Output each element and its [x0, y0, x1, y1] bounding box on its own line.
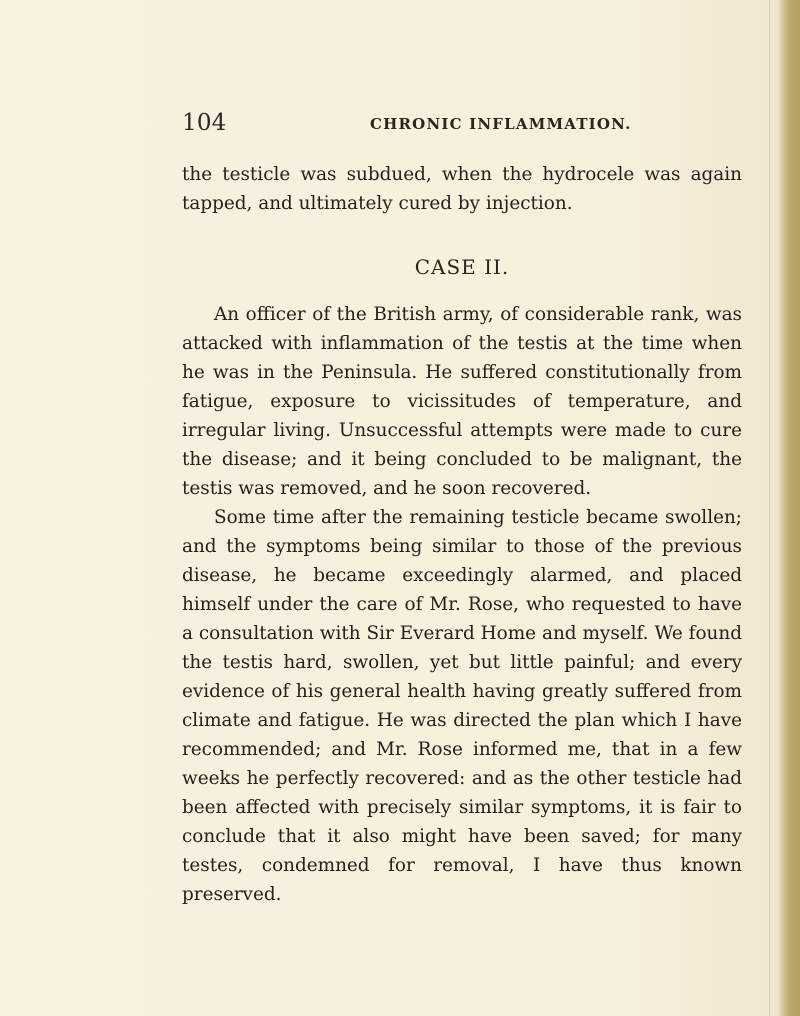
continuation-paragraph: the testicle was subdued, when the hydrocele was again tapped, and ultimately cured by injection. — [182, 164, 742, 214]
paragraph-1: An officer of the British army, of considerable rank, was attacked with inflammation of the testis at the time when he was in the Peninsula. He suffered constitutionally from fatigue, exposure to vicissitudes of temperature, and irregular living. Unsuccessful attempts were made to cure the disease; and it being concluded to be malignant, the testis was removed, and he soon recovered. — [182, 304, 742, 499]
case-heading: CASE II. — [414, 255, 510, 279]
paragraph-2: Some time after the remaining testicle became swollen; and the symptoms being similar to those of the previous disease, he became exceedingly alarmed, and placed himself under the care of Mr. Rose, who requested to have a consultation with Sir Everard Home and myself. We found the testis hard, swollen, yet but little painful; and every evidence of his general health having greatly suffered from climate and fatigue. He was directed the plan which I have recommended; and Mr. Rose informed me, that in a few weeks he perfectly recovered: and as the other testicle had been affected with precisely similar symptoms, it is fair to conclude that it also might have been saved; for many testes, condemned for removal, I have thus known preserved. — [182, 507, 742, 905]
body-text — [182, 160, 742, 909]
page-crease — [769, 0, 770, 1016]
page-header — [182, 110, 742, 140]
running-head: CHRONIC INFLAMMATION. — [370, 115, 632, 133]
page-number: 104 — [182, 110, 227, 136]
page-edge — [782, 0, 800, 1016]
